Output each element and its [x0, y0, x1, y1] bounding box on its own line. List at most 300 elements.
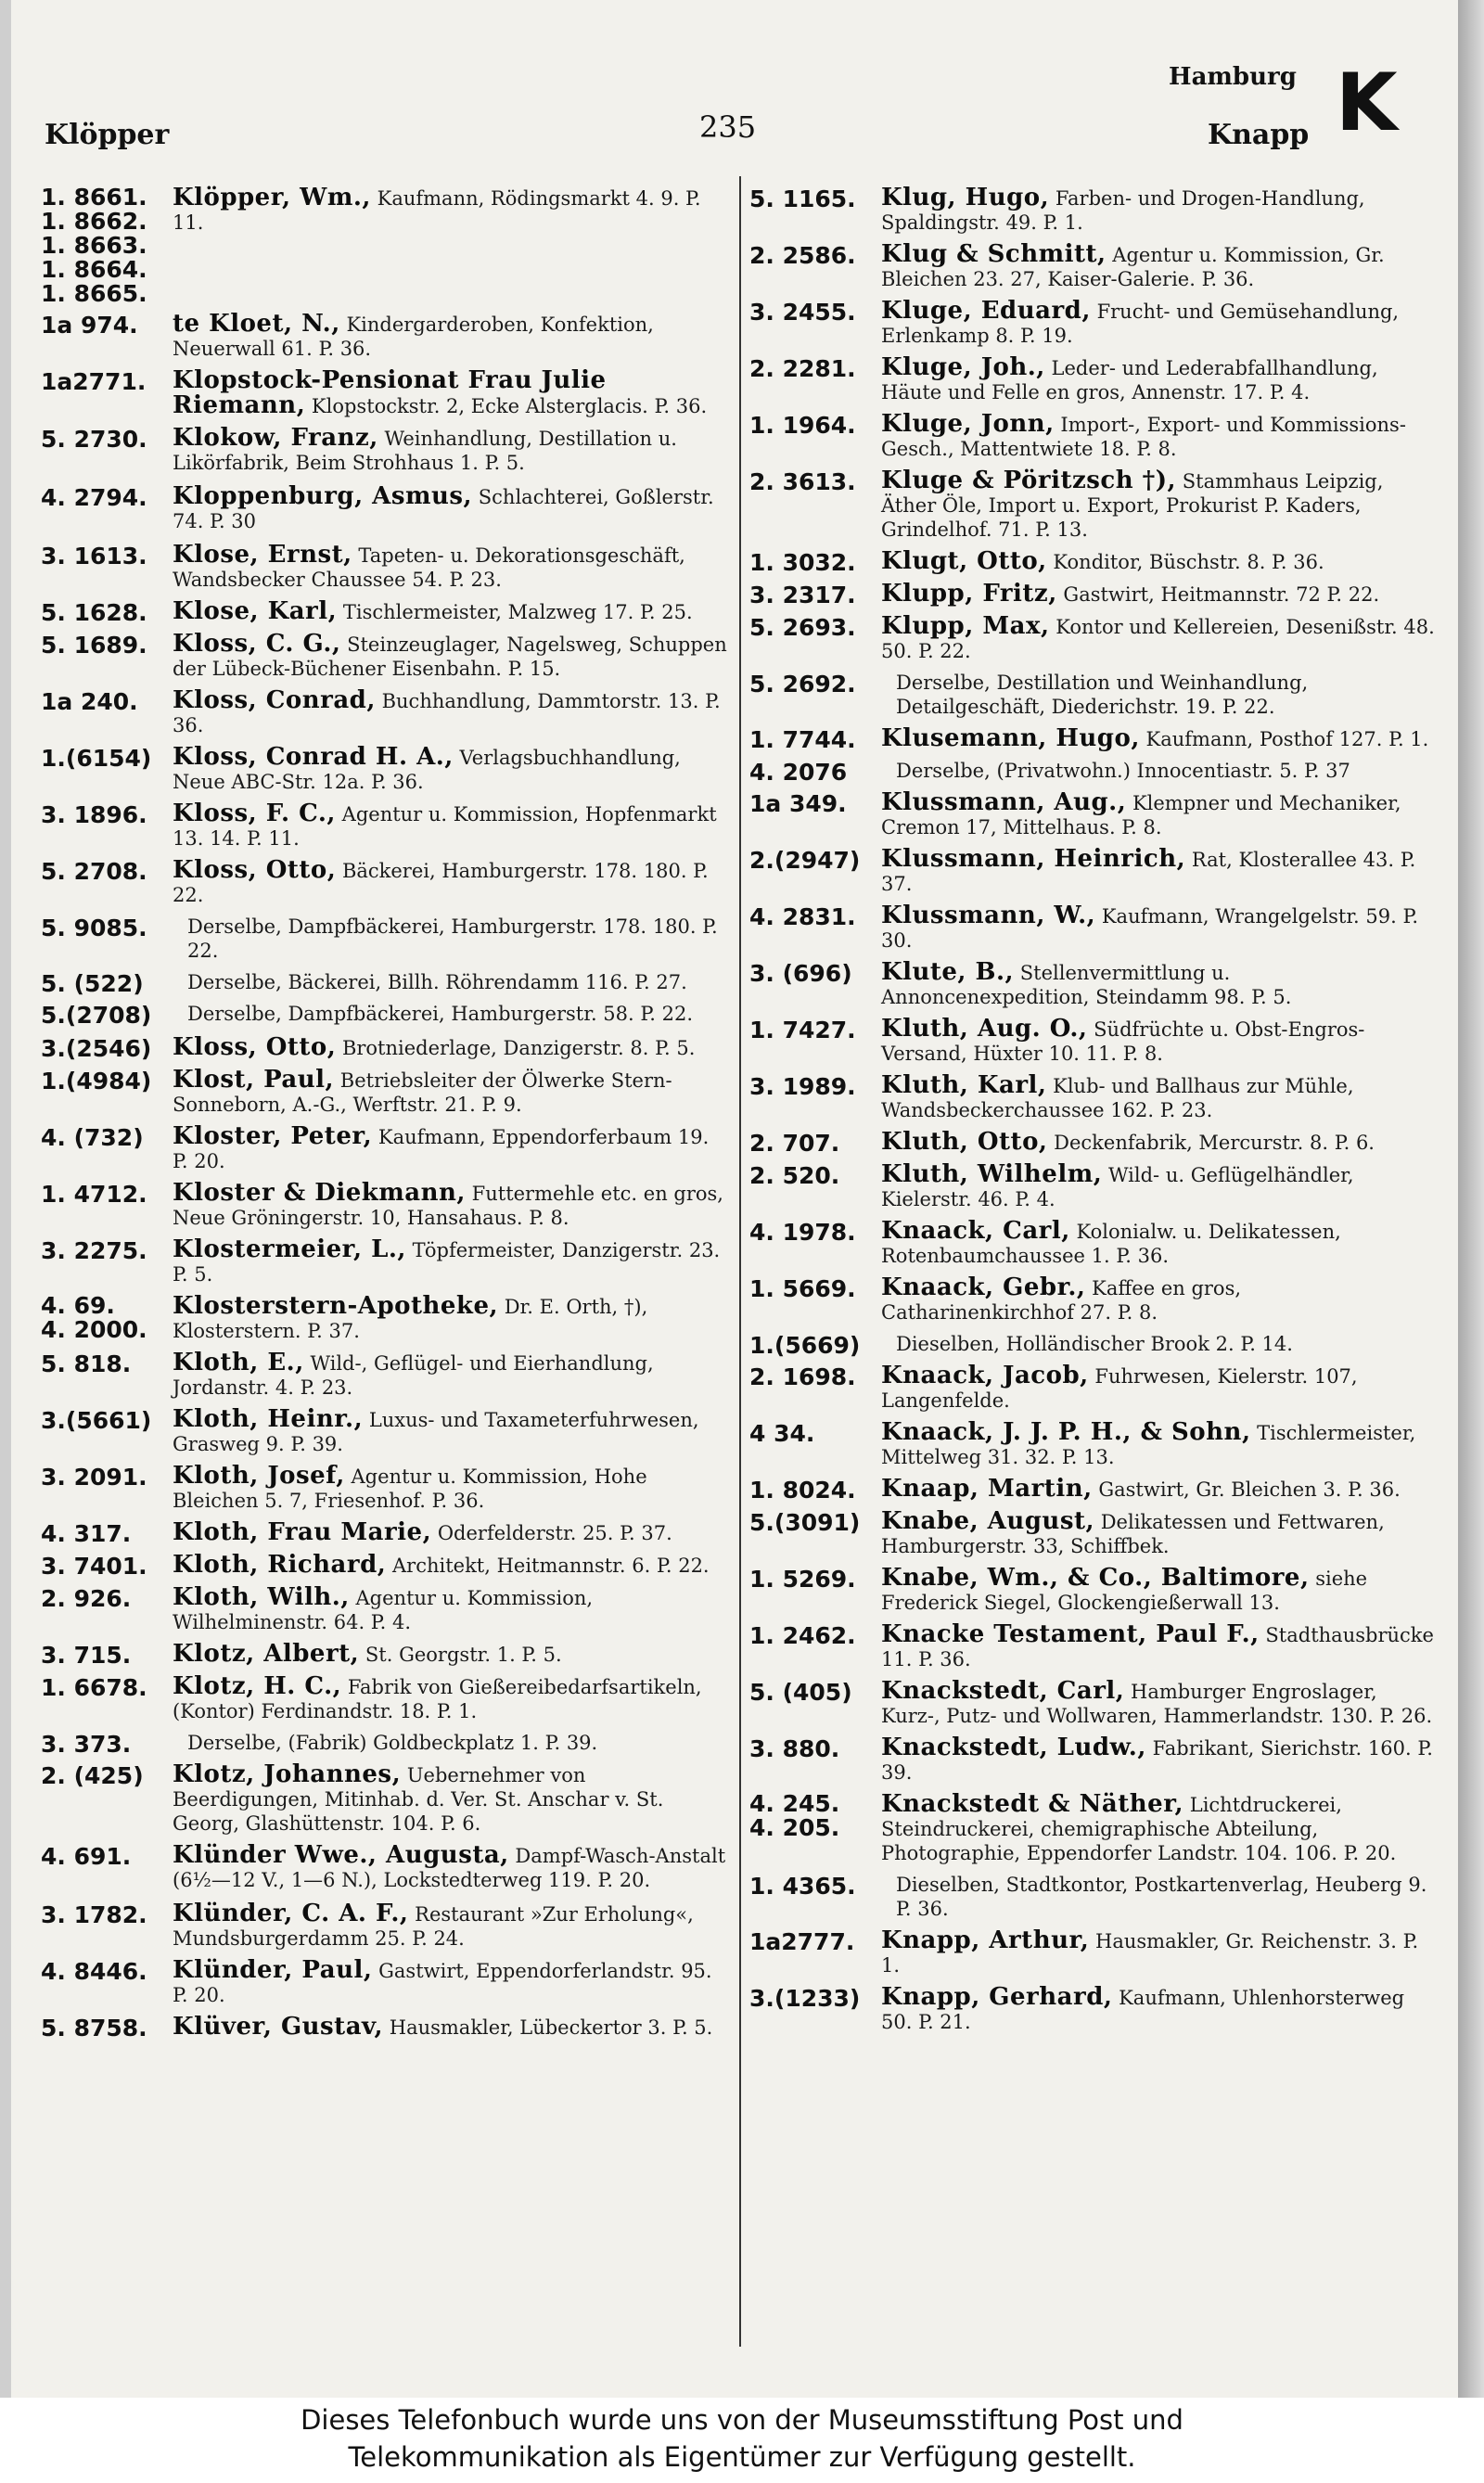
entry-details: Gastwirt, Gr. Bleichen 3. P. 36.	[1092, 1478, 1401, 1501]
phone-number: 2. 707.	[749, 1130, 840, 1157]
subscriber-name: Kloster & Diekmann,	[173, 1179, 466, 1207]
phone-number: 2. 1698.	[749, 1363, 856, 1390]
directory-entry	[749, 1332, 1436, 1359]
subscriber-name: Kloth, Richard,	[173, 1551, 387, 1579]
entry-text	[173, 1068, 727, 1117]
subscriber-name: Klugt, Otto,	[881, 547, 1047, 575]
entry-details: Import-, Export- und Kommissions-Gesch., Mattentwiete 18. P. 8.	[881, 414, 1406, 460]
subscriber-name: Kloth, Josef,	[173, 1462, 345, 1490]
entry-details: Bäckerei, Hamburgerstr. 178. 180. P. 22.	[173, 860, 709, 906]
entry-text	[173, 426, 727, 475]
entry-details: Südfrüchte u. Obst-Engros-Versand, Hüxter 10. 11. P. 8.	[881, 1018, 1365, 1065]
entry-details: St. Georgstr. 1. P. 5.	[359, 1644, 562, 1666]
subscriber-name: Kloss, Otto,	[173, 856, 337, 884]
phone-number: 3. 1896.	[41, 801, 147, 828]
entry-details: Dieselben, Holländischer Brook 2. P. 14.	[896, 1333, 1293, 1355]
directory-page	[11, 0, 1458, 2398]
entry-text	[881, 242, 1436, 291]
entry-text	[173, 1294, 727, 1343]
subscriber-name: Klupp, Max,	[881, 612, 1050, 640]
entry-text	[881, 1073, 1436, 1122]
directory-entry	[749, 355, 1436, 404]
entry-details: Brotniederlage, Danzigerstr. 8. P. 5.	[336, 1037, 696, 1059]
entry-details: Betriebsleiter der Ölwerke Stern-Sonneborn, A.-G., Werftstr. 21. P. 9.	[173, 1069, 672, 1116]
entry-text	[881, 1363, 1436, 1413]
phone-number: 3. 2275.	[41, 1237, 147, 1264]
directory-entry	[749, 1792, 1436, 1865]
subscriber-name: Klotz, Johannes,	[173, 1760, 402, 1788]
subscriber-name: Kluth, Wilhelm,	[881, 1160, 1103, 1188]
entry-details: Klempner und Mechaniker, Cremon 17, Mittelhaus. P. 8.	[881, 792, 1401, 838]
entry-text	[173, 1237, 727, 1286]
phone-number: 1. 8663.	[41, 232, 147, 259]
subscriber-name: Klose, Ernst,	[173, 541, 352, 569]
entry-text	[881, 1275, 1436, 1325]
entry-details: Dampf-Wasch-Anstalt (6½—12 V., 1—6 N.), Lockstedterweg 119. P. 20.	[173, 1845, 726, 1891]
entry-details: Steinzeuglager, Nagelsweg, Schuppen der Lübeck-Büchener Eisenbahn. P. 15.	[173, 634, 727, 680]
phone-number: 1. 8664.	[41, 256, 147, 283]
subscriber-name: Knaack, J. J. P. H., & Sohn,	[881, 1418, 1251, 1446]
directory-entry	[749, 549, 1436, 574]
directory-entry	[41, 1642, 727, 1667]
directory-entry	[41, 1237, 727, 1286]
directory-entry	[41, 1124, 727, 1173]
phone-number: 2. 2586.	[749, 242, 856, 269]
subscriber-name: Klute, B.,	[881, 958, 1015, 986]
subscriber-name: Kluge, Joh.,	[881, 353, 1045, 381]
entry-details: Hausmakler, Gr. Reichenstr. 3. P. 1.	[881, 1930, 1419, 1977]
phone-number: 2. 520.	[749, 1162, 840, 1189]
directory-entry	[41, 1674, 727, 1723]
subscriber-name: Knaack, Carl,	[881, 1217, 1070, 1245]
phone-number: 3. 2455.	[749, 299, 856, 326]
phone-number: 5. 1689.	[41, 632, 147, 659]
phone-number: 3.(2546)	[41, 1035, 152, 1062]
phone-number: 4. 2794.	[41, 484, 147, 511]
phone-number: 1.(4984)	[41, 1068, 152, 1094]
phone-number: 2. 926.	[41, 1585, 132, 1612]
phone-number: 4. 317.	[41, 1520, 132, 1547]
entry-text	[881, 1420, 1436, 1469]
subscriber-name: Kluth, Otto,	[881, 1128, 1048, 1156]
phone-number: 1.(5669)	[749, 1332, 861, 1359]
entry-text	[173, 186, 727, 306]
subscriber-name: Kluge, Jonn,	[881, 410, 1055, 438]
footer	[0, 2398, 1484, 2483]
entry-text	[881, 1679, 1436, 1728]
entry-details: Gastwirt, Eppendorferlandstr. 95. P. 20.	[173, 1960, 712, 2006]
subscriber-name: Knackstedt, Ludw.,	[881, 1734, 1146, 1761]
entry-details: Fabrikant, Sierichstr. 160. P. 39.	[881, 1737, 1433, 1784]
entry-details: Klub- und Ballhaus zur Mühle, Wandsbeckerchaussee 162. P. 23.	[881, 1075, 1354, 1121]
entry-details: Kaufmann, Wrangelgelstr. 59. P. 30.	[881, 905, 1419, 952]
entry-details: Luxus- und Taxameterfuhrwesen, Grasweg 9. P. 39.	[173, 1409, 699, 1455]
subscriber-name: Knabe, Wm., & Co., Baltimore,	[881, 1564, 1310, 1592]
directory-entry	[749, 1130, 1436, 1155]
directory-entry	[41, 2015, 727, 2040]
subscriber-name: Kluge & Pöritzsch †),	[881, 467, 1177, 494]
entry-details: Kaufmann, Eppendorferbaum 19. P. 20.	[173, 1126, 710, 1172]
subscriber-name: Klug & Schmitt,	[881, 240, 1107, 268]
phone-number: 2. 2281.	[749, 355, 856, 382]
subscriber-name: Knabe, August,	[881, 1507, 1095, 1535]
entry-text	[173, 599, 727, 624]
subscriber-name: Knackstedt, Carl,	[881, 1677, 1125, 1705]
subscriber-name: Knackstedt & Näther,	[881, 1790, 1184, 1818]
directory-entry	[749, 1162, 1436, 1211]
phone-number: 3. 373.	[41, 1731, 132, 1758]
directory-entry	[41, 426, 727, 475]
subscriber-name: Kloppenburg, Asmus,	[173, 482, 473, 510]
entry-details: Stadthausbrücke 11. P. 36.	[881, 1624, 1434, 1670]
header-letter: K	[1336, 57, 1398, 149]
entry-details: Futtermehle etc. en gros, Neue Gröningerstr. 10, Hansahaus. P. 8.	[173, 1183, 723, 1229]
subscriber-name: Kloss, Conrad H. A.,	[173, 743, 454, 771]
directory-entry	[749, 1566, 1436, 1615]
subscriber-name: Kloss, F. C.,	[173, 800, 336, 827]
directory-entry	[749, 1509, 1436, 1558]
directory-entry	[749, 186, 1436, 235]
entry-text	[881, 1130, 1436, 1155]
footer-line-1: Dieses Telefonbuch wurde uns von der Museumsstiftung Post und	[301, 2404, 1183, 2436]
entry-text	[173, 312, 727, 361]
entry-details: Stellenvermittlung u. Annoncenexpedition, Steindamm 98. P. 5.	[881, 962, 1292, 1008]
phone-number: 3.(5661)	[41, 1407, 152, 1434]
subscriber-name: Klopstock-Pensionat Frau Julie Riemann,	[173, 366, 607, 419]
phone-number: 1. 7744.	[749, 726, 856, 753]
entry-details: Töpfermeister, Danzigerstr. 23. P. 5.	[173, 1239, 721, 1286]
entry-text	[881, 412, 1436, 461]
phone-number: 5. 2708.	[41, 858, 147, 885]
phone-number: 4 34.	[749, 1420, 815, 1447]
phone-number: 2. 3613.	[749, 468, 856, 495]
entry-text	[881, 1477, 1436, 1502]
directory-entry	[749, 1073, 1436, 1122]
entry-details: Buchhandlung, Dammtorstr. 13. P. 36.	[173, 690, 721, 736]
directory-entry	[41, 1068, 727, 1117]
phone-number: 5. 9085.	[41, 915, 147, 941]
phone-number: 4. (732)	[41, 1124, 144, 1151]
entry-details: Agentur u. Kommission, Hopfenmarkt 13. 14. P. 11.	[173, 803, 717, 850]
entry-text	[173, 1958, 727, 2007]
entry-text	[173, 1843, 727, 1892]
subscriber-name: Klostermeier, L.,	[173, 1235, 406, 1263]
directory-entry	[41, 970, 727, 997]
directory-entry	[41, 801, 727, 851]
entry-details: Tapeten- u. Dekorationsgeschäft, Wandsbecker Chaussee 54. P. 23.	[173, 544, 685, 591]
entry-details: Agentur u. Kommission, Hohe Bleichen 5. 7, Friesenhof. P. 36.	[173, 1465, 647, 1512]
subscriber-name: Klüver, Gustav,	[173, 2013, 384, 2041]
subscriber-name: Klost, Paul,	[173, 1066, 335, 1094]
phone-number: 3. 7401.	[41, 1553, 147, 1580]
entry-text	[881, 355, 1436, 404]
directory-entry	[749, 299, 1436, 348]
entry-text	[173, 1642, 727, 1667]
entry-details: Kaufmann, Uhlenhorsterweg 50. P. 21.	[881, 1987, 1405, 2033]
entry-details: Fabrik von Gießereibedarfsartikeln, (Kontor) Ferdinandstr. 18. P. 1.	[173, 1676, 702, 1722]
directory-entry	[749, 960, 1436, 1009]
phone-number: 3. 880.	[749, 1735, 840, 1762]
subscriber-name: Kloth, E.,	[173, 1349, 304, 1376]
phone-numbers	[749, 1792, 879, 1840]
directory-entry	[749, 242, 1436, 291]
directory-entry	[41, 1464, 727, 1513]
entry-text	[881, 960, 1436, 1009]
directory-entry	[41, 1035, 727, 1060]
subscriber-name: Klussmann, Aug.,	[881, 788, 1127, 816]
phone-number: 3. 1613.	[41, 543, 147, 570]
entry-text	[187, 970, 727, 994]
phone-number: 4. 8446.	[41, 1958, 147, 1985]
entry-text	[881, 1162, 1436, 1211]
phone-number: 5. 2693.	[749, 614, 856, 641]
entry-details: Kindergarderoben, Konfektion, Neuerwall 61. P. 36.	[173, 314, 654, 360]
phone-number: 2.(2947)	[749, 847, 861, 874]
directory-entry	[41, 1731, 727, 1758]
subscriber-name: Klussmann, Heinrich,	[881, 845, 1186, 873]
directory-entry	[41, 1294, 727, 1343]
phone-number: 1. 2462.	[749, 1622, 856, 1649]
entry-text	[881, 582, 1436, 607]
directory-entry	[749, 671, 1436, 719]
directory-entry	[41, 543, 727, 592]
entry-details: Stammhaus Leipzig, Äther Öle, Import u. Export, Prokurist P. Kaders, Grindelhof. 71. P. 13.	[881, 470, 1384, 541]
subscriber-name: Kluge, Eduard,	[881, 297, 1091, 325]
entry-details: Hausmakler, Lübeckertor 3. P. 5.	[383, 2016, 713, 2039]
phone-number: 1. 5269.	[749, 1566, 856, 1593]
entry-details: Konditor, Büschstr. 8. P. 36.	[1046, 551, 1324, 573]
entry-text	[881, 1792, 1436, 1865]
directory-entry	[41, 1002, 727, 1029]
directory-entry	[749, 582, 1436, 607]
directory-entry	[749, 1017, 1436, 1066]
phone-numbers	[41, 1294, 171, 1342]
footer-line-2: Telekommunikation als Eigentümer zur Verfügung gestellt.	[348, 2441, 1136, 2473]
entry-text	[173, 368, 727, 418]
entry-text	[173, 1350, 727, 1400]
entry-details: Verlagsbuchhandlung, Neue ABC-Str. 12a. P. 36.	[173, 747, 681, 793]
entry-text	[896, 671, 1436, 719]
entry-text	[881, 1622, 1436, 1671]
directory-entry	[749, 1275, 1436, 1325]
entry-details: Gastwirt, Heitmannstr. 72 P. 22.	[1056, 583, 1380, 606]
page-edge	[1458, 0, 1484, 2398]
phone-number: 5. 8758.	[41, 2015, 147, 2041]
directory-entry	[41, 186, 727, 306]
subscriber-name: Knaack, Jacob,	[881, 1362, 1089, 1389]
directory-entry	[749, 1363, 1436, 1413]
phone-number: 1. 6678.	[41, 1674, 147, 1701]
directory-entry	[41, 632, 727, 681]
subscriber-name: Klünder, Paul,	[173, 1956, 373, 1984]
subscriber-name: Klünder, C. A. F.,	[173, 1900, 409, 1927]
phone-number: 3. 715.	[41, 1642, 132, 1669]
directory-entry	[41, 858, 727, 907]
entry-text	[881, 1985, 1436, 2034]
phone-number: 1. 5669.	[749, 1275, 856, 1302]
phone-number: 4. 245.	[749, 1790, 840, 1817]
phone-number: 3. 1989.	[749, 1073, 856, 1100]
subscriber-name: Knapp, Arthur,	[881, 1926, 1090, 1954]
entry-text	[881, 903, 1436, 953]
entry-details: Tischlermeister, Mittelweg 31. 32. P. 13.	[881, 1422, 1416, 1468]
entry-text	[881, 847, 1436, 896]
entry-details: Fuhrwesen, Kielerstr. 107, Langenfelde.	[881, 1365, 1358, 1412]
directory-entry	[749, 1477, 1436, 1502]
subscriber-name: Klosterstern-Apotheke,	[173, 1292, 499, 1320]
page-number: 235	[699, 109, 757, 145]
subscriber-name: Kloth, Heinr.,	[173, 1405, 364, 1433]
directory-entry	[749, 726, 1436, 751]
entry-details: Derselbe, Dampfbäckerei, Hamburgerstr. 178. 180. P. 22.	[187, 915, 718, 962]
phone-number: 1a2777.	[749, 1928, 855, 1955]
phone-number: 1. 4712.	[41, 1181, 147, 1208]
entry-details: Derselbe, Bäckerei, Billh. Röhrendamm 116. P. 27.	[187, 971, 687, 993]
subscriber-name: Knaap, Martin,	[881, 1475, 1093, 1503]
directory-entry	[749, 1622, 1436, 1671]
subscriber-name: Klussmann, W.,	[881, 902, 1096, 929]
phone-number: 1a2771.	[41, 368, 147, 395]
entry-details: Kontor und Kellereien, Desenißstr. 48. 50. P. 22.	[881, 616, 1435, 662]
entry-text	[173, 745, 727, 794]
subscriber-name: Klotz, Albert,	[173, 1640, 360, 1668]
entry-text	[896, 1332, 1436, 1356]
entry-text	[173, 1407, 727, 1456]
phone-number: 3. 2317.	[749, 582, 856, 608]
entry-text	[173, 1553, 727, 1578]
entry-details: Deckenfabrik, Mercurstr. 8. P. 6.	[1047, 1132, 1375, 1154]
directory-entry	[749, 1873, 1436, 1921]
directory-entry	[41, 1585, 727, 1634]
phone-number: 4. 691.	[41, 1843, 132, 1870]
subscriber-name: Klose, Karl,	[173, 597, 338, 625]
phone-number: 1. 8662.	[41, 208, 147, 235]
directory-entry	[749, 847, 1436, 896]
entry-details: Frucht- und Gemüsehandlung, Erlenkamp 8. P. 19.	[881, 301, 1400, 347]
directory-entry	[41, 1407, 727, 1456]
entry-text	[173, 1035, 727, 1060]
subscriber-name: Knacke Testament, Paul F.,	[881, 1620, 1260, 1648]
entry-details: Oderfelderstr. 25. P. 37.	[431, 1522, 672, 1544]
subscriber-name: Kluth, Karl,	[881, 1071, 1047, 1099]
subscriber-name: Kloster, Peter,	[173, 1122, 373, 1150]
subscriber-name: Kloss, C. G.,	[173, 630, 341, 658]
entry-details: Leder- und Lederabfallhandlung, Häute und Felle en gros, Annenstr. 17. P. 4.	[881, 357, 1378, 403]
directory-entry	[749, 790, 1436, 839]
header-left-name: Klöpper	[45, 119, 170, 151]
directory-entry	[41, 368, 727, 418]
subscriber-name: Kloth, Wilh.,	[173, 1583, 350, 1611]
directory-entry	[41, 1520, 727, 1545]
subscriber-name: Klokow, Franz,	[173, 424, 378, 452]
phone-number: 1a 349.	[749, 790, 847, 817]
directory-entry	[749, 468, 1436, 542]
directory-entry	[749, 759, 1436, 786]
entry-details: Derselbe, (Privatwohn.) Innocentiastr. 5. P. 37	[896, 760, 1350, 782]
entry-text	[881, 1735, 1436, 1785]
entry-details: Kaufmann, Rödingsmarkt 4. 9. P. 11.	[173, 187, 701, 234]
phone-number: 1. 8024.	[749, 1477, 856, 1504]
directory-entry	[41, 1350, 727, 1400]
phone-number: 1a 240.	[41, 688, 138, 715]
entry-text	[173, 1520, 727, 1545]
subscriber-name: Klünder Wwe., Augusta,	[173, 1841, 509, 1869]
entry-text	[173, 688, 727, 737]
subscriber-name: Klöpper, Wm.,	[173, 184, 371, 211]
entry-text	[881, 1219, 1436, 1268]
phone-number: 1. 4365.	[749, 1873, 856, 1900]
entry-details: Derselbe, Destillation und Weinhandlung, Detailgeschäft, Diederichstr. 19. P. 22.	[896, 672, 1309, 718]
entry-text	[881, 1017, 1436, 1066]
entry-text	[173, 1674, 727, 1723]
directory-entry	[749, 614, 1436, 663]
phone-number: 3. (696)	[749, 960, 852, 987]
entry-details: Derselbe, Dampfbäckerei, Hamburgerstr. 58. P. 22.	[187, 1003, 693, 1025]
phone-number: 4. 2000.	[41, 1316, 147, 1343]
entry-text	[173, 858, 727, 907]
phone-number: 5. 2730.	[41, 426, 147, 453]
phone-number: 3.(1233)	[749, 1985, 861, 2012]
phone-number: 2. (425)	[41, 1762, 144, 1789]
phone-number: 5. 2692.	[749, 671, 856, 698]
entry-text	[881, 299, 1436, 348]
directory-entry	[749, 1985, 1436, 2034]
entry-text	[881, 790, 1436, 839]
entry-text	[173, 801, 727, 851]
directory-entry	[41, 1901, 727, 1951]
entry-details: Weinhandlung, Destillation u. Likörfabrik, Beim Strohhaus 1. P. 5.	[173, 428, 677, 474]
entry-details: Wild- u. Geflügelhändler, Kielerstr. 46. P. 4.	[881, 1164, 1354, 1210]
phone-number: 1. 1964.	[749, 412, 856, 439]
entry-text	[187, 1731, 727, 1755]
directory-entry	[41, 484, 727, 533]
entry-details: Agentur u. Kommission, Gr. Bleichen 23. 27, Kaiser-Galerie. P. 36.	[881, 244, 1385, 290]
phone-number: 5. (405)	[749, 1679, 852, 1706]
phone-number: 5. (522)	[41, 970, 144, 997]
entry-details: Tischlermeister, Malzweg 17. P. 25.	[337, 601, 693, 623]
phone-number: 1. 8665.	[41, 280, 147, 307]
directory-entry	[749, 1420, 1436, 1469]
phone-number: 5.(2708)	[41, 1002, 152, 1029]
subscriber-name: Kluth, Aug. O.,	[881, 1015, 1088, 1043]
directory-entry	[749, 1679, 1436, 1728]
directory-entry	[41, 312, 727, 361]
entry-details: Farben- und Drogen-Handlung, Spaldingstr. 49. P. 1.	[881, 187, 1365, 234]
subscriber-name: Klotz, H. C.,	[173, 1672, 342, 1700]
phone-number: 4. 2831.	[749, 903, 856, 930]
entry-text	[896, 759, 1436, 783]
phone-number: 5.(3091)	[749, 1509, 861, 1536]
entry-text	[173, 2015, 727, 2040]
subscriber-name: Klug, Hugo,	[881, 184, 1050, 211]
directory-entry	[41, 688, 727, 737]
entry-text	[881, 186, 1436, 235]
entry-details: Kolonialw. u. Delikatessen, Rotenbaumchaussee 1. P. 36.	[881, 1221, 1341, 1267]
phone-numbers	[41, 186, 171, 306]
subscriber-name: te Kloet, N.,	[173, 310, 340, 338]
phone-number: 5. 818.	[41, 1350, 132, 1377]
subscriber-name: Kloss, Conrad,	[173, 686, 376, 714]
entry-text	[881, 549, 1436, 574]
directory-entry	[41, 1553, 727, 1578]
entry-details: Lichtdruckerei, Steindruckerei, chemigraphische Abteilung, Photographie, Eppendorfer Landstr. 104. 106. P. 20.	[881, 1794, 1397, 1864]
entry-text	[881, 468, 1436, 542]
entry-text	[187, 915, 727, 963]
entry-details: Kaufmann, Posthof 127. P. 1.	[1139, 728, 1429, 750]
entry-text	[881, 1566, 1436, 1615]
entry-details: Kaffee en gros, Catharinenkirchhof 27. P. 8.	[881, 1277, 1242, 1324]
subscriber-name: Kloss, Otto,	[173, 1033, 337, 1061]
